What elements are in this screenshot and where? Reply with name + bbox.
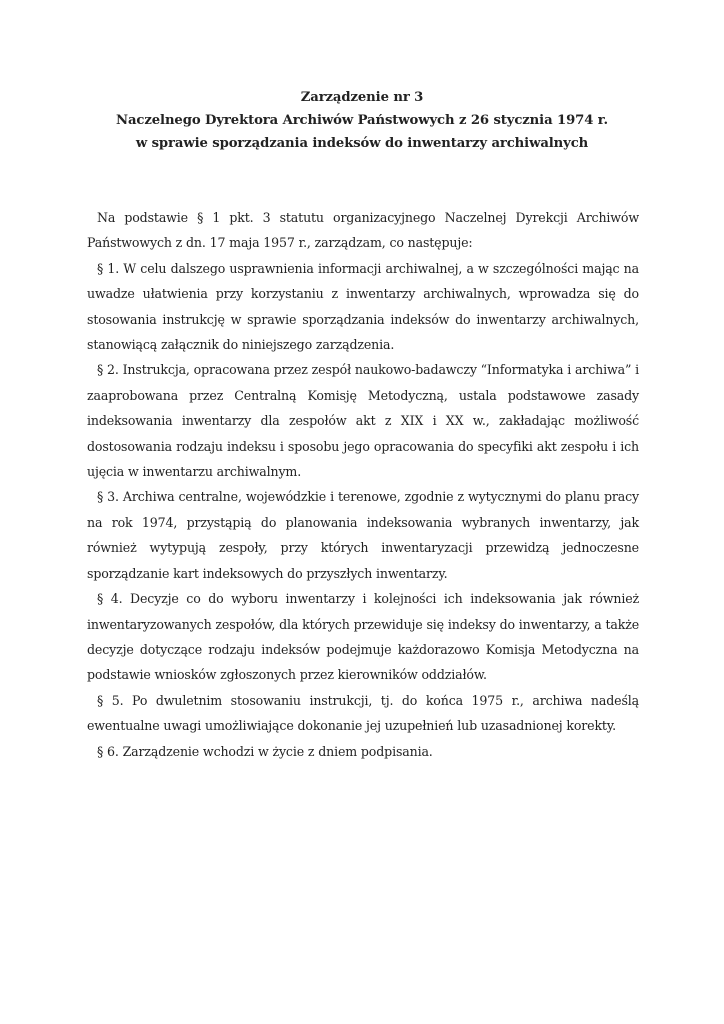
document-body [87,205,639,764]
preamble-paragraph: Na podstawie § 1 pkt. 3 statutu organizacyjnego Naczelnej Dyrekcji Archiwów Państwowych z dn. 17 maja 1957 r., zarządzam, co następuje: [87,210,639,251]
section-5-paragraph: § 5. Po dwuletnim stosowaniu instrukcji, tj. do końca 1975 r., archiwa nadeślą ewentualne uwagi umożliwiające dokonanie jej uzupełnień lub uzasadnionej korekty. [87,692,639,734]
document-heading [0,86,724,155]
section-2-paragraph: § 2. Instrukcja, opracowana przez zespół naukowo-badawczy “Informatyka i archiwa” i zaaprobowana przez Centralną Komisję Metodyczną, ustala podstawowe zasady indeksowania inwentarzy dla zespołów akt z XIX i XX w., zakładając możliwość dostosowania rodzaju indeksu i sposobu jego opracowania do specyfiki akt zespołu i ich ujęcia w inwentarzu archiwalnym. [87,362,639,480]
section-6-paragraph: § 6. Zarządzenie wchodzi w życie z dniem podpisania. [97,743,433,759]
section-1-paragraph: § 1. W celu dalszego usprawnienia informacji archiwalnej, a w szczególności mając na uwadze ułatwienia przy korzystaniu z inwentarzy archiwalnych, wprowadza się do stosowania instrukcję w sprawie sporządzania indeksów do inwentarzy archiwalnych, stanowiącą załącznik do niniejszego zarządzenia. [87,260,639,353]
heading-issuer-and-date: Naczelnego Dyrektora Archiwów Państwowych z 26 stycznia 1974 r. [116,113,608,128]
section-4-paragraph: § 4. Decyzje co do wyboru inwentarzy i kolejności ich indeksowania jak również inwentaryzowanych zespołów, dla których przewiduje się indeksy do inwentarzy, a także decyzje dotyczące rodzaju indeksów podejmuje każdorazowo Komisja Metodyczna na podstawie wniosków zgłoszonych przez kierowników oddziałów. [87,591,639,683]
heading-ordinance-number: Zarządzenie nr 3 [300,90,424,105]
heading-subject: w sprawie sporządzania indeksów do inwentarzy archiwalnych [135,136,589,151]
section-3-paragraph: § 3. Archiwa centralne, wojewódzkie i terenowe, zgodnie z wytycznymi do planu pracy na rok 1974, przystąpią do planowania indeksowania wybranych inwentarzy, jak również wytypują zespoły, przy których inwentaryzacji przewidzą jednoczesne sporządzanie kart indeksowych do przyszłych inwentarzy. [87,489,639,581]
